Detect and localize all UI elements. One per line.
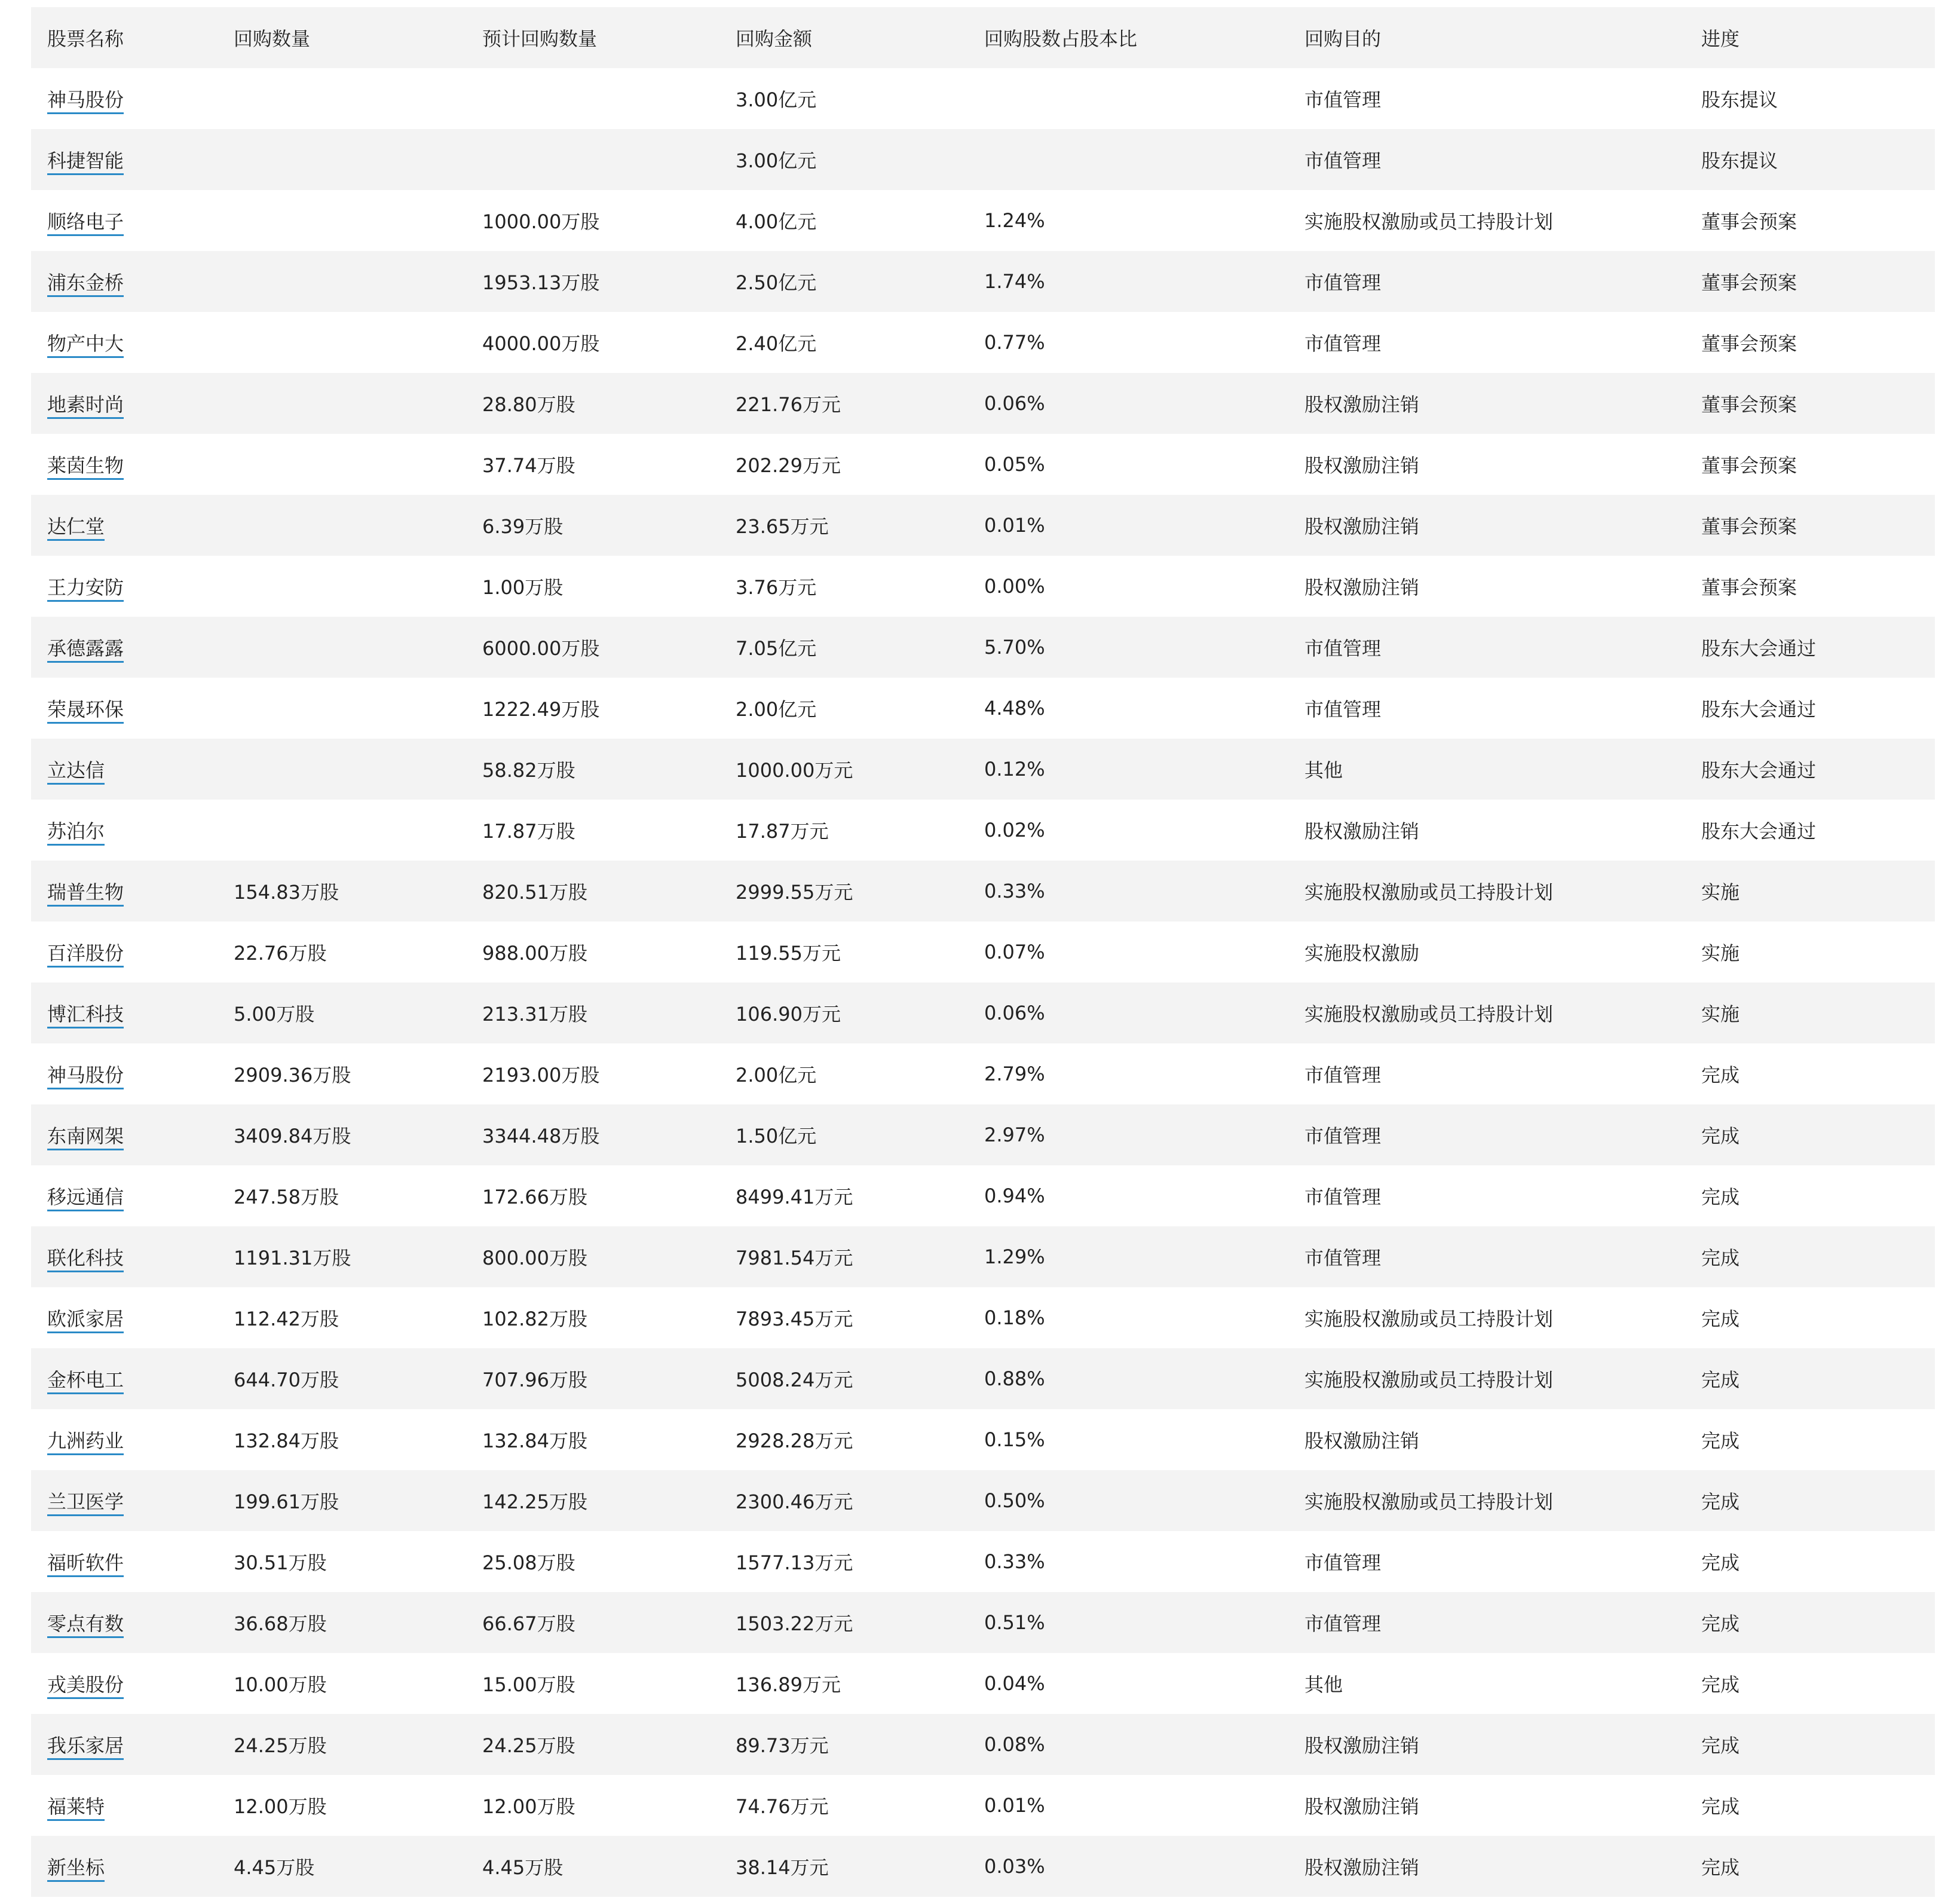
buyback-quantity-cell: 199.61万股 [234, 1490, 339, 1513]
progress-cell: 董事会预案 [1701, 332, 1797, 355]
buyback-quantity-cell [218, 251, 466, 312]
share-ratio-cell: 0.51% [984, 1611, 1045, 1634]
buyback-purpose-cell: 股权激励注销 [1304, 1429, 1420, 1452]
planned-buyback-quantity-cell: 1.00万股 [482, 576, 564, 599]
table-row [31, 1043, 1935, 1104]
stock-name-link[interactable]: 金杯电工 [47, 1369, 124, 1394]
table-row [31, 68, 1935, 129]
buyback-amount-cell: 1577.13万元 [736, 1551, 853, 1574]
table-row [31, 678, 1935, 739]
table-row [31, 922, 1935, 982]
stock-name-cell [31, 1836, 218, 1897]
buyback-amount-cell: 2.00亿元 [736, 698, 817, 721]
buyback-amount-cell: 3.00亿元 [736, 88, 817, 111]
stock-name-link[interactable]: 移远通信 [47, 1186, 124, 1211]
progress-cell: 实施 [1701, 881, 1740, 904]
stock-name-cell [31, 129, 218, 190]
stock-name-cell [31, 373, 218, 434]
planned-buyback-quantity-cell: 988.00万股 [482, 942, 587, 965]
buyback-quantity-cell [218, 68, 466, 129]
stock-name-link[interactable]: 莱茵生物 [47, 454, 124, 480]
share-ratio-cell: 2.79% [984, 1063, 1045, 1085]
buyback-purpose-cell: 实施股权激励或员工持股计划 [1304, 881, 1554, 904]
table-row [31, 251, 1935, 312]
header-row [31, 7, 1935, 68]
buyback-purpose-cell: 其他 [1304, 759, 1343, 782]
progress-cell: 实施 [1701, 1003, 1740, 1026]
buyback-amount-cell: 221.76万元 [736, 393, 841, 416]
planned-buyback-quantity-cell: 213.31万股 [482, 1003, 587, 1026]
stock-name-link[interactable]: 苏泊尔 [47, 820, 105, 846]
share-ratio-cell [968, 129, 1288, 190]
stock-name-cell [31, 861, 218, 922]
progress-cell: 股东提议 [1701, 88, 1778, 111]
table-row [31, 982, 1935, 1043]
share-ratio-cell: 0.77% [984, 331, 1045, 354]
progress-cell: 实施 [1701, 942, 1740, 965]
progress-cell: 完成 [1701, 1369, 1740, 1391]
planned-buyback-quantity-cell: 24.25万股 [482, 1734, 575, 1757]
progress-cell: 完成 [1701, 1064, 1740, 1086]
share-ratio-cell: 4.48% [984, 697, 1045, 720]
buyback-quantity-cell [218, 556, 466, 617]
share-ratio-cell: 1.24% [984, 209, 1045, 232]
share-ratio-cell: 0.05% [984, 453, 1045, 476]
buyback-amount-cell: 1000.00万元 [736, 759, 853, 782]
planned-buyback-quantity-cell: 707.96万股 [482, 1369, 587, 1391]
stock-name-link[interactable]: 新坐标 [47, 1856, 105, 1882]
progress-cell: 完成 [1701, 1795, 1740, 1818]
share-ratio-cell: 0.18% [984, 1306, 1045, 1329]
stock-name-cell [31, 739, 218, 800]
planned-buyback-quantity-cell: 12.00万股 [482, 1795, 575, 1818]
table-header [31, 7, 1935, 68]
share-ratio-cell [968, 68, 1288, 129]
stock-name-cell [31, 1287, 218, 1348]
share-ratio-cell: 0.50% [984, 1489, 1045, 1512]
buyback-amount-cell: 8499.41万元 [736, 1186, 853, 1208]
buyback-amount-cell: 17.87万元 [736, 820, 829, 843]
buyback-purpose-cell: 实施股权激励或员工持股计划 [1304, 1003, 1554, 1026]
buyback-purpose-cell: 实施股权激励或员工持股计划 [1304, 1490, 1554, 1513]
progress-cell: 完成 [1701, 1856, 1740, 1879]
planned-buyback-quantity-cell: 28.80万股 [482, 393, 575, 416]
stock-name-cell [31, 556, 218, 617]
buyback-quantity-cell: 247.58万股 [234, 1186, 339, 1208]
stock-name-link[interactable]: 欧派家居 [47, 1308, 124, 1333]
table-row [31, 800, 1935, 861]
share-ratio-cell: 0.01% [984, 514, 1045, 537]
stock-name-cell [31, 1531, 218, 1592]
planned-buyback-quantity-cell: 6.39万股 [482, 515, 564, 538]
stock-name-cell [31, 312, 218, 373]
buyback-amount-cell: 74.76万元 [736, 1795, 829, 1818]
buyback-amount-cell: 2.00亿元 [736, 1064, 817, 1086]
share-ratio-cell: 0.94% [984, 1184, 1045, 1207]
table-row [31, 617, 1935, 678]
buyback-quantity-cell [218, 129, 466, 190]
buyback-purpose-cell: 股权激励注销 [1304, 576, 1420, 599]
buyback-purpose-cell: 其他 [1304, 1673, 1343, 1696]
buyback-purpose-cell: 实施股权激励或员工持股计划 [1304, 1308, 1554, 1330]
buyback-quantity-cell [218, 800, 466, 861]
share-ratio-cell: 0.88% [984, 1367, 1045, 1390]
table-row [31, 739, 1935, 800]
buyback-quantity-cell: 154.83万股 [234, 881, 339, 904]
table-row [31, 312, 1935, 373]
buyback-amount-cell: 23.65万元 [736, 515, 829, 538]
buyback-amount-cell: 2300.46万元 [736, 1490, 853, 1513]
table-row [31, 1775, 1935, 1836]
buyback-quantity-cell [218, 373, 466, 434]
buyback-amount-cell: 2.40亿元 [736, 332, 817, 355]
buyback-amount-cell: 38.14万元 [736, 1856, 829, 1879]
buyback-purpose-cell: 市值管理 [1304, 1125, 1382, 1147]
progress-cell: 股东大会通过 [1701, 637, 1817, 660]
header-planned-buyback-quantity: 预计回购数量 [482, 27, 598, 50]
buyback-quantity-cell: 24.25万股 [234, 1734, 327, 1757]
stock-name-link[interactable]: 承德露露 [47, 637, 124, 663]
progress-cell: 董事会预案 [1701, 393, 1797, 416]
buyback-purpose-cell: 市值管理 [1304, 332, 1382, 355]
progress-cell: 完成 [1701, 1612, 1740, 1635]
header-progress: 进度 [1701, 27, 1740, 50]
progress-cell: 完成 [1701, 1673, 1740, 1696]
planned-buyback-quantity-cell: 58.82万股 [482, 759, 575, 782]
buyback-purpose-cell: 股权激励注销 [1304, 820, 1420, 843]
progress-cell: 董事会预案 [1701, 271, 1797, 294]
stock-name-cell [31, 1470, 218, 1531]
buyback-amount-cell: 5008.24万元 [736, 1369, 853, 1391]
header-share-ratio: 回购股数占股本比 [984, 27, 1138, 50]
stock-name-link[interactable]: 神马股份 [47, 88, 124, 114]
buyback-purpose-cell: 市值管理 [1304, 1247, 1382, 1269]
progress-cell: 股东大会通过 [1701, 759, 1817, 782]
stock-name-link[interactable]: 立达信 [47, 759, 105, 785]
share-ratio-cell: 5.70% [984, 636, 1045, 659]
buyback-purpose-cell: 实施股权激励 [1304, 942, 1420, 965]
buyback-purpose-cell: 股权激励注销 [1304, 515, 1420, 538]
progress-cell: 股东提议 [1701, 149, 1778, 172]
stock-name-cell [31, 1714, 218, 1775]
share-ratio-cell: 0.06% [984, 392, 1045, 415]
table-row [31, 1531, 1935, 1592]
table-row [31, 1226, 1935, 1287]
stock-name-cell [31, 434, 218, 495]
buyback-quantity-cell: 3409.84万股 [234, 1125, 351, 1147]
stock-name-link[interactable]: 达仁堂 [47, 515, 105, 541]
share-ratio-cell: 2.97% [984, 1124, 1045, 1146]
planned-buyback-quantity-cell: 1953.13万股 [482, 271, 600, 294]
buyback-quantity-cell: 2909.36万股 [234, 1064, 351, 1086]
buyback-quantity-cell: 1191.31万股 [234, 1247, 351, 1269]
progress-cell: 完成 [1701, 1734, 1740, 1757]
buyback-quantity-cell: 12.00万股 [234, 1795, 327, 1818]
table-row [31, 434, 1935, 495]
buyback-amount-cell: 1503.22万元 [736, 1612, 853, 1635]
buyback-quantity-cell: 10.00万股 [234, 1673, 327, 1696]
share-ratio-cell: 0.12% [984, 758, 1045, 780]
stock-name-link[interactable]: 福莱特 [47, 1795, 105, 1821]
share-ratio-cell: 1.29% [984, 1245, 1045, 1268]
buyback-amount-cell: 202.29万元 [736, 454, 841, 477]
progress-cell: 股东大会通过 [1701, 820, 1817, 843]
stock-name-cell [31, 1043, 218, 1104]
buyback-quantity-cell [218, 739, 466, 800]
table-row [31, 1287, 1935, 1348]
buyback-quantity-cell [218, 434, 466, 495]
buyback-amount-cell: 7981.54万元 [736, 1247, 853, 1269]
stock-name-cell [31, 1104, 218, 1165]
header-buyback-purpose: 回购目的 [1304, 27, 1382, 50]
stock-name-cell [31, 982, 218, 1043]
buyback-amount-cell: 119.55万元 [736, 942, 841, 965]
stock-name-cell [31, 617, 218, 678]
buyback-amount-cell: 136.89万元 [736, 1673, 841, 1696]
stock-name-link[interactable]: 东南网架 [47, 1125, 124, 1150]
buyback-amount-cell: 7893.45万元 [736, 1308, 853, 1330]
buyback-quantity-cell: 5.00万股 [234, 1003, 315, 1026]
table-row [31, 556, 1935, 617]
buyback-amount-cell: 4.00亿元 [736, 210, 817, 233]
buyback-amount-cell: 1.50亿元 [736, 1125, 817, 1147]
stock-name-cell [31, 1653, 218, 1714]
table-row [31, 129, 1935, 190]
buyback-amount-cell: 2999.55万元 [736, 881, 853, 904]
planned-buyback-quantity-cell: 66.67万股 [482, 1612, 575, 1635]
buyback-purpose-cell: 市值管理 [1304, 271, 1382, 294]
stock-name-link[interactable]: 荣晟环保 [47, 698, 124, 724]
stock-name-link[interactable]: 零点有数 [47, 1612, 124, 1638]
planned-buyback-quantity-cell: 37.74万股 [482, 454, 575, 477]
stock-name-cell [31, 1409, 218, 1470]
table-row [31, 1470, 1935, 1531]
progress-cell: 完成 [1701, 1247, 1740, 1269]
share-ratio-cell: 0.33% [984, 880, 1045, 902]
buyback-quantity-cell: 4.45万股 [234, 1856, 315, 1879]
progress-cell: 完成 [1701, 1429, 1740, 1452]
buyback-purpose-cell: 市值管理 [1304, 1551, 1382, 1574]
buyback-quantity-cell [218, 190, 466, 251]
stock-name-link[interactable]: 神马股份 [47, 1064, 124, 1089]
stock-name-cell [31, 190, 218, 251]
share-ratio-cell: 0.08% [984, 1733, 1045, 1756]
buyback-purpose-cell: 股权激励注销 [1304, 454, 1420, 477]
table-row [31, 1348, 1935, 1409]
stock-name-cell [31, 1348, 218, 1409]
progress-cell: 完成 [1701, 1490, 1740, 1513]
planned-buyback-quantity-cell: 1000.00万股 [482, 210, 600, 233]
progress-cell: 股东大会通过 [1701, 698, 1817, 721]
buyback-quantity-cell: 644.70万股 [234, 1369, 339, 1391]
buyback-quantity-cell: 112.42万股 [234, 1308, 339, 1330]
planned-buyback-quantity-cell [466, 68, 719, 129]
buyback-purpose-cell: 市值管理 [1304, 637, 1382, 660]
buyback-purpose-cell: 股权激励注销 [1304, 1734, 1420, 1757]
planned-buyback-quantity-cell [466, 129, 719, 190]
share-ratio-cell: 0.00% [984, 575, 1045, 598]
table-row [31, 1592, 1935, 1653]
buyback-amount-cell: 106.90万元 [736, 1003, 841, 1026]
table-row [31, 861, 1935, 922]
share-ratio-cell: 1.74% [984, 270, 1045, 293]
progress-cell: 完成 [1701, 1308, 1740, 1330]
stock-name-cell [31, 1165, 218, 1226]
share-ratio-cell: 0.07% [984, 941, 1045, 963]
buyback-quantity-cell [218, 617, 466, 678]
planned-buyback-quantity-cell: 820.51万股 [482, 881, 587, 904]
buyback-quantity-cell: 30.51万股 [234, 1551, 327, 1574]
stock-name-cell [31, 495, 218, 556]
stock-name-link[interactable]: 顺络电子 [47, 210, 124, 236]
stock-name-cell [31, 68, 218, 129]
table-row [31, 1714, 1935, 1775]
planned-buyback-quantity-cell: 102.82万股 [482, 1308, 587, 1330]
buyback-amount-cell: 89.73万元 [736, 1734, 829, 1757]
stock-name-link[interactable]: 兰卫医学 [47, 1490, 124, 1516]
table-row [31, 190, 1935, 251]
share-ratio-cell: 0.33% [984, 1550, 1045, 1573]
table-row [31, 1653, 1935, 1714]
stock-name-cell [31, 800, 218, 861]
progress-cell: 董事会预案 [1701, 515, 1797, 538]
header-buyback-amount: 回购金额 [736, 27, 813, 50]
buyback-table-container [31, 7, 1935, 1897]
planned-buyback-quantity-cell: 2193.00万股 [482, 1064, 600, 1086]
share-ratio-cell: 0.02% [984, 819, 1045, 841]
buyback-amount-cell: 3.00亿元 [736, 149, 817, 172]
stock-name-link[interactable]: 地素时尚 [47, 393, 124, 419]
stock-name-link[interactable]: 我乐家居 [47, 1734, 124, 1760]
progress-cell: 董事会预案 [1701, 576, 1797, 599]
stock-name-link[interactable]: 瑞普生物 [47, 881, 124, 907]
planned-buyback-quantity-cell: 142.25万股 [482, 1490, 587, 1513]
share-ratio-cell: 0.04% [984, 1672, 1045, 1695]
progress-cell: 董事会预案 [1701, 210, 1797, 233]
planned-buyback-quantity-cell: 800.00万股 [482, 1247, 587, 1269]
stock-name-link[interactable]: 物产中大 [47, 332, 124, 358]
progress-cell: 完成 [1701, 1186, 1740, 1208]
buyback-purpose-cell: 市值管理 [1304, 149, 1382, 172]
planned-buyback-quantity-cell: 25.08万股 [482, 1551, 575, 1574]
planned-buyback-quantity-cell: 1222.49万股 [482, 698, 600, 721]
planned-buyback-quantity-cell: 17.87万股 [482, 820, 575, 843]
table-body [31, 68, 1935, 1897]
buyback-purpose-cell: 市值管理 [1304, 1612, 1382, 1635]
share-ratio-cell: 0.06% [984, 1002, 1045, 1024]
planned-buyback-quantity-cell: 132.84万股 [482, 1429, 587, 1452]
progress-cell: 董事会预案 [1701, 454, 1797, 477]
table-row [31, 1836, 1935, 1897]
buyback-purpose-cell: 股权激励注销 [1304, 1856, 1420, 1879]
share-ratio-cell: 0.01% [984, 1794, 1045, 1817]
stock-name-cell [31, 1775, 218, 1836]
stock-name-link[interactable]: 王力安防 [47, 576, 124, 602]
header-stock-name: 股票名称 [47, 27, 124, 50]
planned-buyback-quantity-cell: 4.45万股 [482, 1856, 564, 1879]
table-row [31, 495, 1935, 556]
stock-name-link[interactable]: 福昕软件 [47, 1551, 124, 1577]
share-ratio-cell: 0.15% [984, 1428, 1045, 1451]
table-row [31, 1104, 1935, 1165]
buyback-table [31, 7, 1935, 1897]
progress-cell: 完成 [1701, 1125, 1740, 1147]
stock-name-link[interactable]: 联化科技 [47, 1247, 124, 1272]
stock-name-cell [31, 1592, 218, 1653]
stock-name-cell [31, 251, 218, 312]
stock-name-link[interactable]: 九洲药业 [47, 1429, 124, 1455]
buyback-purpose-cell: 股权激励注销 [1304, 1795, 1420, 1818]
buyback-purpose-cell: 实施股权激励或员工持股计划 [1304, 210, 1554, 233]
stock-name-link[interactable]: 戎美股份 [47, 1673, 124, 1699]
buyback-purpose-cell: 股权激励注销 [1304, 393, 1420, 416]
buyback-quantity-cell [218, 678, 466, 739]
buyback-purpose-cell: 市值管理 [1304, 88, 1382, 111]
buyback-purpose-cell: 实施股权激励或员工持股计划 [1304, 1369, 1554, 1391]
planned-buyback-quantity-cell: 15.00万股 [482, 1673, 575, 1696]
buyback-quantity-cell [218, 495, 466, 556]
table-row [31, 1409, 1935, 1470]
stock-name-link[interactable]: 浦东金桥 [47, 271, 124, 297]
stock-name-cell [31, 1226, 218, 1287]
planned-buyback-quantity-cell: 6000.00万股 [482, 637, 600, 660]
stock-name-cell [31, 922, 218, 982]
planned-buyback-quantity-cell: 3344.48万股 [482, 1125, 600, 1147]
stock-name-link[interactable]: 博汇科技 [47, 1003, 124, 1028]
buyback-amount-cell: 7.05亿元 [736, 637, 817, 660]
buyback-quantity-cell: 22.76万股 [234, 942, 327, 965]
buyback-quantity-cell [218, 312, 466, 373]
share-ratio-cell: 0.03% [984, 1855, 1045, 1878]
table-row [31, 1165, 1935, 1226]
planned-buyback-quantity-cell: 4000.00万股 [482, 332, 600, 355]
progress-cell: 完成 [1701, 1551, 1740, 1574]
stock-name-link[interactable]: 科捷智能 [47, 149, 124, 175]
header-buyback-quantity: 回购数量 [234, 27, 311, 50]
table-row [31, 373, 1935, 434]
planned-buyback-quantity-cell: 172.66万股 [482, 1186, 587, 1208]
stock-name-cell [31, 678, 218, 739]
buyback-purpose-cell: 市值管理 [1304, 1064, 1382, 1086]
buyback-amount-cell: 3.76万元 [736, 576, 817, 599]
stock-name-link[interactable]: 百洋股份 [47, 942, 124, 968]
buyback-amount-cell: 2928.28万元 [736, 1429, 853, 1452]
buyback-amount-cell: 2.50亿元 [736, 271, 817, 294]
buyback-purpose-cell: 市值管理 [1304, 1186, 1382, 1208]
buyback-quantity-cell: 132.84万股 [234, 1429, 339, 1452]
buyback-quantity-cell: 36.68万股 [234, 1612, 327, 1635]
buyback-purpose-cell: 市值管理 [1304, 698, 1382, 721]
